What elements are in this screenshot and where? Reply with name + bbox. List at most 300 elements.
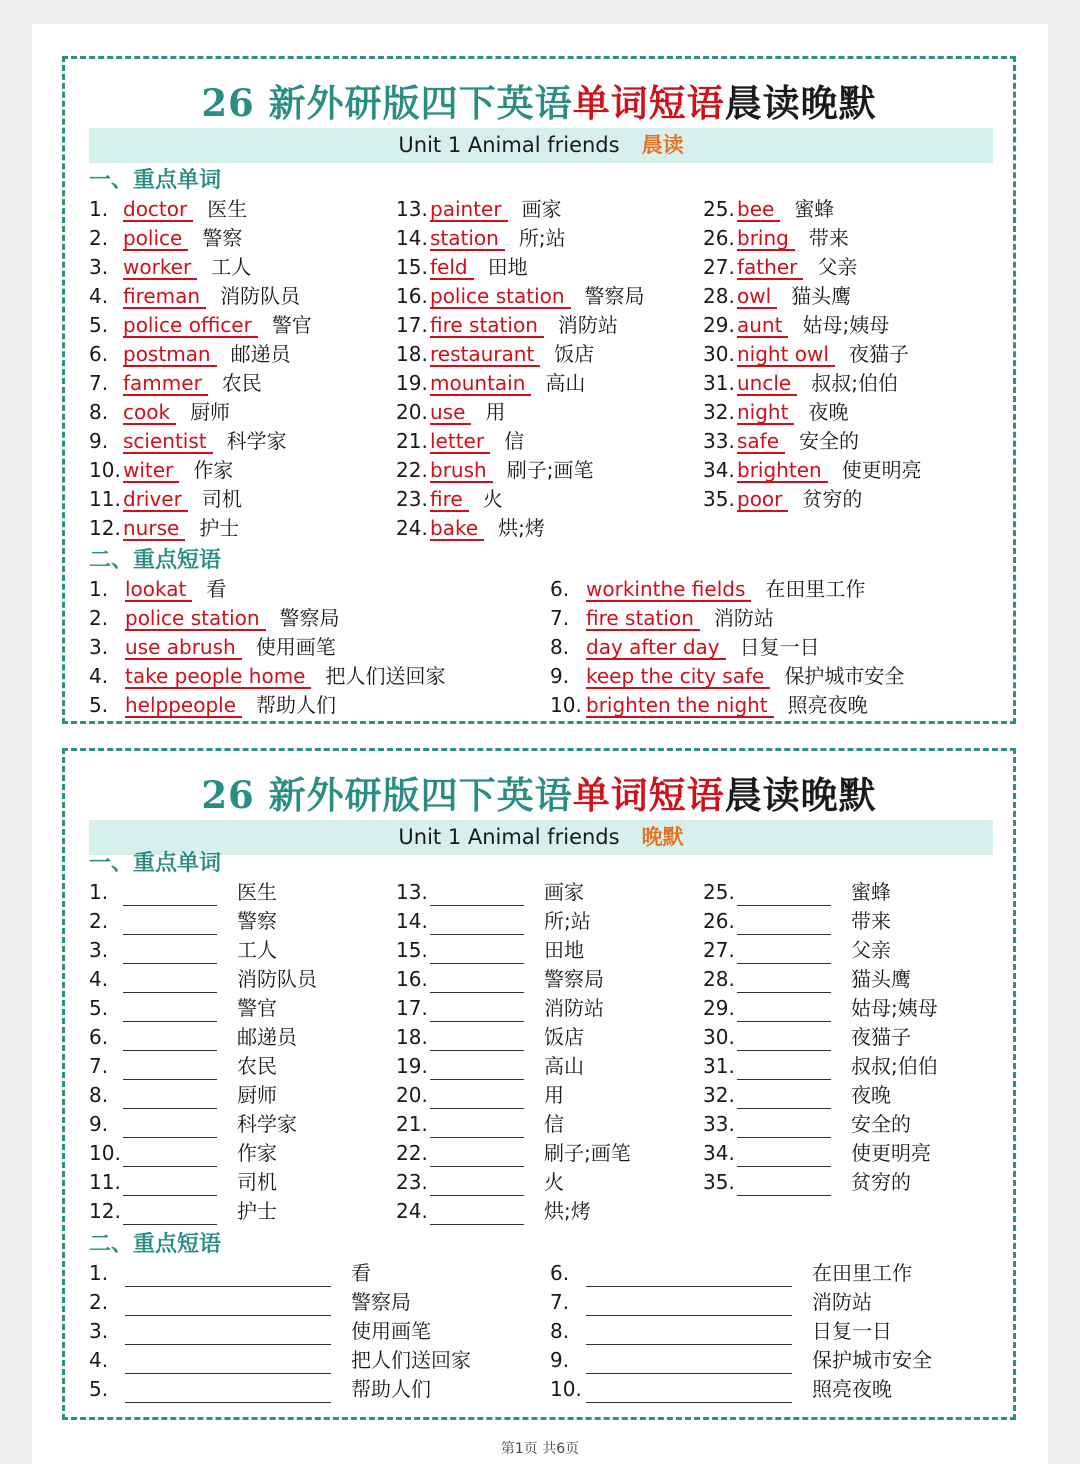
dictation-word-item [396,1110,564,1138]
chinese-meaning: 带来 [851,909,891,933]
item-number: 22. [396,458,428,482]
dictation-word-item [396,936,584,964]
phrase-item [89,575,226,603]
chinese-meaning: 科学家 [226,429,287,453]
item-number: 33. [703,429,735,453]
chinese-meaning: 夜猫子 [851,1025,911,1049]
chinese-meaning: 使用画笔 [255,635,336,659]
item-number: 24. [396,1199,428,1223]
item-number: 13. [396,880,428,904]
unit-title: Unit 1 Animal friends [398,825,620,849]
chinese-meaning: 刷子;画笔 [506,458,594,482]
chinese-meaning: 田地 [544,938,584,962]
word-item [703,224,849,252]
chinese-meaning: 警察 [237,909,277,933]
item-number: 14. [396,909,428,933]
item-number: 10. [550,693,582,717]
word-item [89,311,312,339]
word-item [703,282,851,310]
chinese-meaning: 父亲 [851,938,891,962]
item-number: 16. [396,284,428,308]
chinese-meaning: 医生 [237,880,277,904]
chinese-meaning: 司机 [237,1170,277,1194]
word-item [89,398,230,426]
english-phrase: workinthe fields [586,578,751,602]
chinese-meaning: 饭店 [544,1025,584,1049]
item-number: 12. [89,516,121,540]
item-number: 19. [396,371,428,395]
chinese-meaning: 安全的 [799,429,860,453]
dictation-word-item [703,1023,911,1051]
word-item [703,456,922,484]
chinese-meaning: 烘;烤 [498,516,545,540]
answer-blank[interactable] [125,1264,331,1287]
chinese-meaning: 高山 [544,1054,584,1078]
session-tag: 晨读 [641,133,684,157]
chinese-meaning: 刷子;画笔 [544,1141,631,1165]
dictation-word-item [89,1168,277,1196]
dictation-word-item [396,1139,631,1167]
english-word: brush [430,459,493,483]
chinese-meaning: 所;站 [518,226,566,250]
item-number: 2. [89,226,109,250]
title-part-2: 单词短语 [572,81,725,125]
chinese-meaning: 贫穷的 [802,487,863,511]
answer-blank[interactable] [123,1028,217,1051]
chinese-meaning: 看 [351,1261,371,1285]
chinese-meaning: 画家 [544,880,584,904]
page-footer: 第1页 共6页 [500,1441,580,1457]
item-number: 6. [550,577,570,601]
item-number: 31. [703,1054,735,1078]
answer-blank[interactable] [430,883,524,906]
word-item [89,456,233,484]
item-number: 19. [396,1054,428,1078]
item-number: 27. [703,255,735,279]
item-number: 16. [396,967,428,991]
chinese-meaning: 姑母;姨母 [851,996,938,1020]
item-number: 6. [89,1025,109,1049]
item-number: 9. [89,429,109,453]
chinese-meaning: 安全的 [851,1112,911,1136]
english-word: painter [430,198,508,222]
chinese-meaning: 警察局 [584,284,645,308]
word-item [396,369,585,397]
chinese-meaning: 消防站 [544,996,604,1020]
item-number: 30. [703,342,735,366]
english-word: bee [737,198,780,222]
item-number: 35. [703,1170,735,1194]
answer-blank[interactable] [737,1173,831,1196]
word-item [703,340,909,368]
dictation-word-item [703,965,911,993]
chinese-meaning: 邮递员 [230,342,291,366]
word-item [89,224,242,252]
chinese-meaning: 警察 [202,226,243,250]
english-word: night owl [737,343,835,367]
english-phrase: helppeople [125,694,242,718]
dictation-word-item [396,994,604,1022]
word-item [703,427,859,455]
answer-blank[interactable] [430,1173,524,1196]
english-word: brighten [737,459,828,483]
item-number: 7. [89,1054,109,1078]
chinese-meaning: 高山 [545,371,586,395]
dictation-word-item [89,1081,277,1109]
phrase-item [550,691,868,719]
dictation-word-item [89,1139,277,1167]
item-number: 23. [396,1170,428,1194]
dictation-phrase-item [89,1317,431,1345]
word-item [89,340,291,368]
dictation-phrase-item [550,1346,932,1374]
english-word: letter [430,430,490,454]
dictation-word-item [89,994,277,1022]
item-number: 11. [89,1170,121,1194]
dictation-word-item [89,878,277,906]
item-number: 23. [396,487,428,511]
dictation-phrase-item [89,1375,431,1403]
english-word: night [737,401,794,425]
dictation-phrase-item [550,1288,872,1316]
dictation-word-item [396,1081,564,1109]
word-item [89,253,251,281]
chinese-meaning: 帮助人们 [256,693,337,717]
english-word: nurse [123,517,185,541]
chinese-meaning: 蜜蜂 [851,880,891,904]
answer-blank[interactable] [123,883,217,906]
chinese-meaning: 叔叔;伯伯 [811,371,898,395]
item-number: 2. [89,1290,109,1314]
item-number: 14. [396,226,428,250]
answer-blank[interactable] [586,1351,792,1374]
title-part-1: 26 新外研版四下英语 [201,773,573,817]
word-item [396,398,505,426]
dictation-word-item [703,907,891,935]
item-number: 8. [550,635,570,659]
english-word: scientist [123,430,213,454]
item-number: 3. [89,1319,109,1343]
item-number: 10. [89,1141,121,1165]
dictation-word-item [396,965,604,993]
dictation-phrase-item [89,1259,371,1287]
chinese-meaning: 保护城市安全 [812,1348,932,1372]
title-part-3: 晨读晚默 [724,773,877,817]
item-number: 6. [550,1261,570,1285]
answer-blank[interactable] [123,912,217,935]
answer-blank[interactable] [430,912,524,935]
chinese-meaning: 厨师 [190,400,231,424]
item-number: 26. [703,226,735,250]
english-word: police station [430,285,571,309]
english-word: uncle [737,372,797,396]
answer-blank[interactable] [586,1293,792,1316]
item-number: 1. [89,197,109,221]
chinese-meaning: 警察局 [544,967,604,991]
answer-blank[interactable] [125,1351,331,1374]
sheet-title [65,765,1013,819]
chinese-meaning: 作家 [237,1141,277,1165]
item-number: 1. [89,1261,109,1285]
chinese-meaning: 工人 [211,255,252,279]
answer-blank[interactable] [586,1322,792,1345]
item-number: 32. [703,1083,735,1107]
words-heading: 一、重点单词 [89,851,222,876]
english-word: restaurant [430,343,540,367]
chinese-meaning: 警察局 [351,1290,411,1314]
answer-blank[interactable] [737,1115,831,1138]
item-number: 1. [89,577,109,601]
phrase-item [89,604,340,632]
answer-blank[interactable] [737,1028,831,1051]
dictation-word-item [396,1052,584,1080]
chinese-meaning: 夜晚 [851,1083,891,1107]
item-number: 18. [396,342,428,366]
item-number: 21. [396,1112,428,1136]
dictation-word-item [703,994,938,1022]
english-word: aunt [737,314,788,338]
answer-blank[interactable] [430,999,524,1022]
dictation-word-item [396,1197,591,1225]
chinese-meaning: 作家 [193,458,234,482]
english-word: police officer [123,314,258,338]
item-number: 10. [89,458,121,482]
word-item [89,369,262,397]
item-number: 26. [703,909,735,933]
answer-blank[interactable] [586,1264,792,1287]
chinese-meaning: 邮递员 [237,1025,297,1049]
dictation-phrase-item [550,1317,892,1345]
answer-blank[interactable] [737,883,831,906]
word-item [396,427,524,455]
dictation-word-item [703,1052,938,1080]
answer-blank[interactable] [737,912,831,935]
english-word: use [430,401,471,425]
answer-blank[interactable] [737,941,831,964]
answer-blank[interactable] [430,1086,524,1109]
word-item [396,253,528,281]
chinese-meaning: 农民 [221,371,262,395]
phrase-item [89,633,336,661]
item-number: 1. [89,880,109,904]
dictation-word-item [89,1052,277,1080]
chinese-meaning: 消防站 [713,606,774,630]
dictation-word-item [89,907,277,935]
item-number: 9. [550,664,570,688]
answer-blank[interactable] [430,1057,524,1080]
answer-blank[interactable] [123,1202,217,1225]
evening-dictation-sheet [62,748,1016,1420]
answer-blank[interactable] [737,970,831,993]
chinese-meaning: 消防站 [812,1290,872,1314]
chinese-meaning: 贫穷的 [851,1170,911,1194]
dictation-word-item [703,1110,911,1138]
item-number: 22. [396,1141,428,1165]
english-word: postman [123,343,217,367]
item-number: 28. [703,284,735,308]
session-tag: 晚默 [641,825,684,849]
dictation-phrase-item [89,1346,471,1374]
chinese-meaning: 信 [544,1112,564,1136]
english-word: feld [430,256,474,280]
word-item [703,398,848,426]
item-number: 30. [703,1025,735,1049]
word-item [703,369,898,397]
dictation-word-item [703,1139,931,1167]
word-item [89,282,300,310]
answer-blank[interactable] [586,1380,792,1403]
chinese-meaning: 烘;烤 [544,1199,591,1223]
item-number: 5. [89,693,109,717]
chinese-meaning: 把人们送回家 [325,664,446,688]
answer-blank[interactable] [430,1202,524,1225]
dictation-phrase-item [89,1288,411,1316]
word-item [89,427,287,455]
chinese-meaning: 火 [482,487,503,511]
chinese-meaning: 田地 [487,255,528,279]
english-word: bring [737,227,795,251]
english-word: father [737,256,803,280]
title-part-1: 26 新外研版四下英语 [201,81,573,125]
dictation-word-item [703,1168,911,1196]
answer-blank[interactable] [737,1144,831,1167]
word-item [703,253,857,281]
item-number: 9. [89,1112,109,1136]
item-number: 8. [89,400,109,424]
item-number: 3. [89,635,109,659]
chinese-meaning: 看 [206,577,227,601]
item-number: 28. [703,967,735,991]
chinese-meaning: 日复一日 [739,635,820,659]
chinese-meaning: 护士 [199,516,240,540]
item-number: 21. [396,429,428,453]
chinese-meaning: 画家 [521,197,562,221]
chinese-meaning: 夜晚 [808,400,849,424]
title-part-2: 单词短语 [572,773,725,817]
word-item [396,514,545,542]
answer-blank[interactable] [430,941,524,964]
dictation-word-item [89,965,317,993]
word-item [703,485,862,513]
answer-blank[interactable] [123,941,217,964]
item-number: 20. [396,1083,428,1107]
answer-blank[interactable] [737,1057,831,1080]
item-number: 3. [89,938,109,962]
word-item [703,195,834,223]
item-number: 13. [396,197,428,221]
answer-blank[interactable] [123,1144,217,1167]
item-number: 9. [550,1348,570,1372]
unit-banner [89,820,993,855]
answer-blank[interactable] [123,970,217,993]
answer-blank[interactable] [123,1173,217,1196]
english-phrase: brighten the night [586,694,774,718]
dictation-word-item [89,1110,297,1138]
item-number: 29. [703,996,735,1020]
english-word: bake [430,517,484,541]
chinese-meaning: 警官 [237,996,277,1020]
answer-blank[interactable] [123,1057,217,1080]
answer-blank[interactable] [737,1086,831,1109]
chinese-meaning: 保护城市安全 [784,664,905,688]
english-phrase: police station [125,607,266,631]
chinese-meaning: 使更明亮 [851,1141,931,1165]
answer-blank[interactable] [123,999,217,1022]
dictation-word-item [89,1023,297,1051]
phrase-item [550,633,820,661]
answer-blank[interactable] [125,1380,331,1403]
word-item [396,456,593,484]
item-number: 12. [89,1199,121,1223]
chinese-meaning: 医生 [207,197,248,221]
phrase-item [550,575,865,603]
dictation-word-item [396,1168,564,1196]
chinese-meaning: 使更明亮 [841,458,922,482]
item-number: 34. [703,458,735,482]
chinese-meaning: 叔叔;伯伯 [851,1054,938,1078]
answer-blank[interactable] [430,1115,524,1138]
answer-blank[interactable] [125,1293,331,1316]
word-item [396,282,645,310]
word-item [396,195,562,223]
answer-blank[interactable] [430,1028,524,1051]
item-number: 5. [89,1377,109,1401]
item-number: 24. [396,516,428,540]
word-item [703,311,889,339]
english-word: owl [737,285,777,309]
chinese-meaning: 警官 [271,313,312,337]
answer-blank[interactable] [430,1144,524,1167]
chinese-meaning: 使用画笔 [351,1319,431,1343]
dictation-word-item [396,1023,584,1051]
item-number: 11. [89,487,121,511]
word-item [396,485,503,513]
item-number: 31. [703,371,735,395]
chinese-meaning: 带来 [808,226,849,250]
item-number: 3. [89,255,109,279]
unit-banner [89,128,993,163]
dictation-word-item [703,1081,891,1109]
item-number: 25. [703,880,735,904]
english-word: fireman [123,285,206,309]
chinese-meaning: 用 [485,400,506,424]
chinese-meaning: 猫头鹰 [791,284,852,308]
answer-blank[interactable] [430,970,524,993]
chinese-meaning: 厨师 [237,1083,277,1107]
word-item [396,340,594,368]
english-word: mountain [430,372,531,396]
english-word: witer [123,459,179,483]
item-number: 5. [89,996,109,1020]
english-phrase: fire station [586,607,700,631]
english-word: poor [737,488,788,512]
chinese-meaning: 消防队员 [237,967,317,991]
word-item [89,514,239,542]
item-number: 33. [703,1112,735,1136]
answer-blank[interactable] [125,1322,331,1345]
answer-blank[interactable] [123,1086,217,1109]
english-word: safe [737,430,785,454]
english-word: police [123,227,188,251]
answer-blank[interactable] [123,1115,217,1138]
item-number: 20. [396,400,428,424]
english-phrase: take people home [125,665,311,689]
chinese-meaning: 猫头鹰 [851,967,911,991]
chinese-meaning: 消防队员 [220,284,301,308]
item-number: 2. [89,606,109,630]
answer-blank[interactable] [737,999,831,1022]
dictation-phrase-item [550,1259,912,1287]
